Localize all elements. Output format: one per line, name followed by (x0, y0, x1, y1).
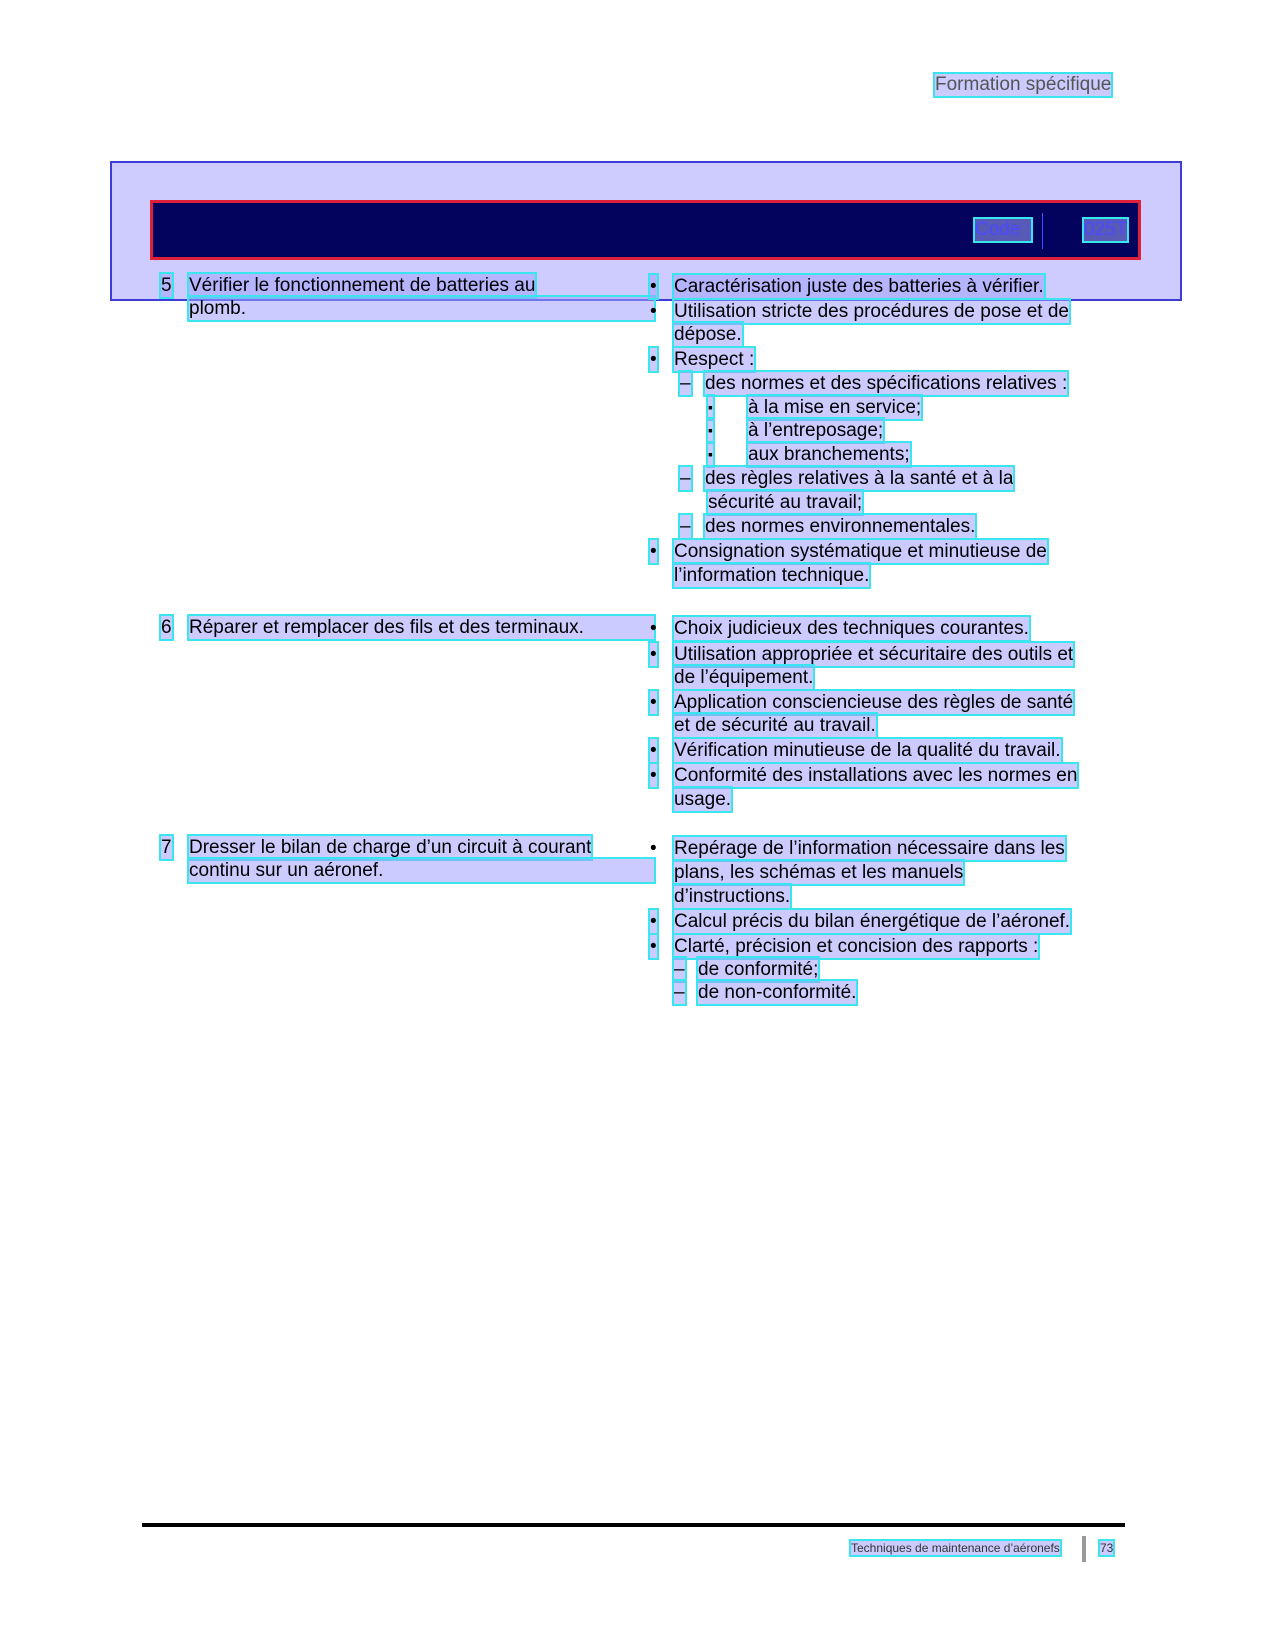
criterion-text: Application consciencieuse des règles de santé (674, 692, 1074, 713)
criterion-subsubitem: à l’entreposage; (748, 420, 884, 441)
code-value: 025T (1084, 219, 1128, 240)
footer-separator (1082, 1536, 1086, 1562)
bullet-icon: • (650, 911, 657, 932)
criterion-text: Vérification minutieuse de la qualité du travail. (674, 740, 1061, 761)
criterion-text: Caractérisation juste des batteries à vérifier. (674, 276, 1044, 297)
criterion-subsubitem: à la mise en service; (748, 397, 922, 418)
bullet-icon: • (650, 936, 657, 957)
criterion-text: Respect : (674, 349, 755, 370)
criterion-subitem: de non-conformité. (698, 982, 857, 1003)
dash-icon: – (674, 982, 685, 1003)
bullet-icon: • (650, 644, 657, 665)
criterion-text: l’information technique. (674, 565, 870, 586)
row-number: 5 (161, 275, 172, 296)
square-bullet-icon: ▪ (708, 396, 713, 419)
criterion-subitem: de conformité; (698, 959, 819, 980)
bullet-icon: • (650, 541, 657, 562)
bullet-icon: • (650, 276, 657, 297)
criterion-subsubitem: aux branchements; (748, 444, 910, 465)
bullet-icon: • (650, 349, 657, 370)
bullet-icon: • (650, 740, 657, 761)
element-text-line: plomb. (189, 297, 654, 320)
criterion-text: Utilisation stricte des procédures de pose et de (674, 301, 1069, 322)
criterion-text: et de sécurité au travail. (674, 715, 876, 736)
bullet-icon: • (650, 301, 657, 322)
footer-rule (142, 1523, 1125, 1527)
dash-icon: – (674, 959, 685, 980)
row-number: 6 (161, 617, 172, 638)
element-text-line: Dresser le bilan de charge d’un circuit à courant (189, 837, 592, 858)
square-bullet-icon: ▪ (708, 443, 713, 466)
criterion-text: Repérage de l’information nécessaire dans les (674, 838, 1065, 859)
code-divider (1042, 213, 1043, 249)
criterion-text: dépose. (674, 324, 742, 345)
criterion-text: plans, les schémas et les manuels (674, 862, 964, 883)
dash-icon: – (680, 373, 691, 394)
bullet-icon: • (650, 765, 657, 786)
dash-icon: – (680, 468, 691, 489)
criterion-text: Utilisation appropriée et sécuritaire des outils et (674, 644, 1074, 665)
criterion-subitem: des normes et des spécifications relatives : (705, 373, 1068, 394)
criterion-text: Conformité des installations avec les normes en (674, 765, 1078, 786)
page-number: 73 (1100, 1541, 1114, 1555)
criterion-text: d’instructions. (674, 886, 791, 907)
criterion-text: Consignation systématique et minutieuse de (674, 541, 1047, 562)
element-text-line: continu sur un aéronef. (189, 859, 654, 882)
criterion-text: de l’équipement. (674, 667, 814, 688)
code-label: Code : (975, 219, 1031, 240)
element-text-line: Vérifier le fonctionnement de batteries au (189, 275, 536, 296)
bullet-icon: • (650, 618, 657, 639)
bullet-icon: • (650, 692, 657, 713)
criterion-subitem: sécurité au travail; (708, 492, 863, 513)
element-text-line: Réparer et remplacer des fils et des terminaux. (189, 616, 654, 639)
criterion-text: Calcul précis du bilan énergétique de l’aéronef. (674, 911, 1071, 932)
criterion-text: Choix judicieux des techniques courantes. (674, 618, 1029, 639)
row-number: 7 (161, 837, 172, 858)
square-bullet-icon: ▪ (708, 419, 713, 442)
criterion-subitem: des règles relatives à la santé et à la (705, 468, 1014, 489)
criterion-text: usage. (674, 789, 732, 810)
footer-text: Techniques de maintenance d’aéronefs (851, 1541, 1060, 1555)
header-title: Formation spécifique (935, 74, 1112, 95)
criterion-text: Clarté, précision et concision des rapports : (674, 936, 1039, 957)
bullet-icon: • (650, 838, 657, 859)
criterion-subitem: des normes environnementales. (705, 516, 976, 537)
dash-icon: – (680, 516, 691, 537)
